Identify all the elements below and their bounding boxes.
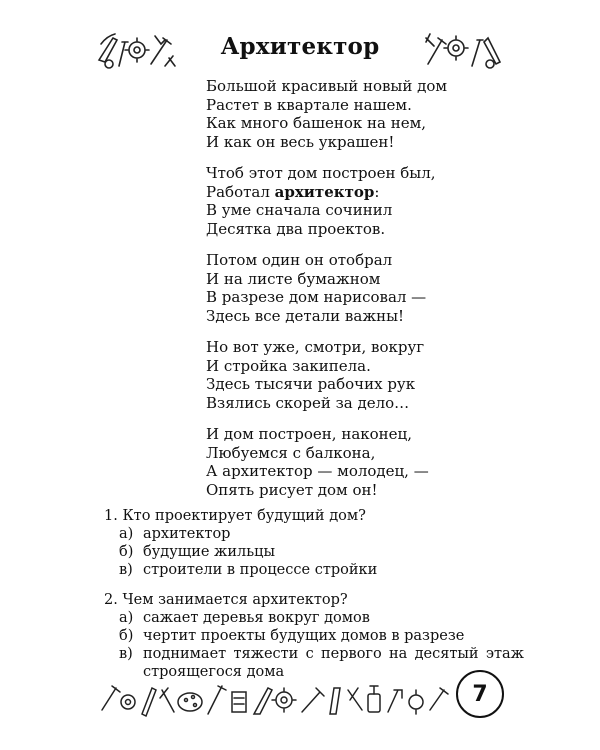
page-number: 7 [456, 670, 504, 718]
poem-line-text: : [374, 182, 380, 201]
keyword-bold: архитектор [274, 182, 375, 201]
poem-line: Любуемся с балкона, [206, 443, 376, 462]
poem-line: Как много башенок на нем, [206, 114, 427, 132]
stanza [206, 338, 506, 412]
answer-option[interactable] [119, 627, 524, 645]
poem-line: И на листе бумажном [206, 269, 381, 288]
questions [104, 507, 524, 693]
page-title: Архитектор [220, 33, 380, 60]
question-number: 2. [104, 592, 118, 608]
question-label: Чем занимается архитектор? [122, 592, 348, 608]
option-letter: б) [119, 544, 134, 560]
poem-line: А архитектор — молодец, — [206, 462, 429, 480]
option-text: чертит проекты будущих домов в разрезе [143, 628, 465, 644]
poem-line-text: Работал [206, 182, 275, 201]
poem-line: Здесь все детали важны! [206, 306, 405, 325]
poem-line: В уме сначала сочинил [206, 201, 393, 219]
question-text [104, 507, 524, 525]
stanza [206, 425, 506, 499]
poem-line: Но вот уже, смотри, вокруг [206, 338, 425, 356]
question [104, 591, 524, 681]
poem-line: Чтоб этот дом построен был, [206, 164, 436, 182]
option-letter: в) [119, 646, 133, 662]
stanza [206, 77, 506, 151]
poem-line: Растет в квартале нашем. [206, 95, 412, 114]
option-text: будущие жильцы [143, 544, 276, 560]
tools-ornament-icon [422, 30, 504, 72]
question-number: 1. [104, 508, 118, 524]
poem-line: Взялись скорей за дело… [206, 393, 410, 412]
poem-line: В разрезе дом нарисовал — [206, 288, 427, 306]
option-text: сажает деревья вокруг домов [143, 610, 370, 626]
poem-line: Большой красивый новый дом [206, 77, 448, 95]
poem [206, 77, 506, 512]
tools-border-ornament-icon [98, 680, 450, 720]
option-text: поднимает тяжести с первого на десятый этаж строящегося дома [143, 646, 524, 680]
poem-line: Десятка два проектов. [206, 219, 386, 238]
poem-line [206, 183, 506, 202]
poem-line: И как он весь украшен! [206, 132, 395, 151]
answer-option[interactable] [119, 561, 524, 579]
option-text: архитектор [143, 526, 231, 542]
poem-line: Опять рисует дом он! [206, 480, 378, 499]
option-letter: б) [119, 628, 134, 644]
option-letter: а) [119, 610, 134, 626]
poem-line: Здесь тысячи рабочих рук [206, 375, 416, 393]
answer-options [119, 525, 524, 579]
question [104, 507, 524, 579]
answer-option[interactable] [119, 609, 524, 627]
poem-line: И дом построен, наконец, [206, 425, 412, 443]
option-letter: в) [119, 562, 133, 578]
poem-line: Потом один он отобрал [206, 251, 393, 269]
option-text: строители в процессе стройки [143, 562, 378, 578]
stanza [206, 164, 506, 238]
answer-options [119, 609, 524, 681]
answer-option[interactable] [119, 543, 524, 561]
stanza [206, 251, 506, 325]
question-label: Кто проектирует будущий дом? [122, 508, 366, 524]
poem-line: И стройка закипела. [206, 356, 371, 375]
option-letter: а) [119, 526, 134, 542]
question-text [104, 591, 524, 609]
answer-option[interactable] [119, 525, 524, 543]
